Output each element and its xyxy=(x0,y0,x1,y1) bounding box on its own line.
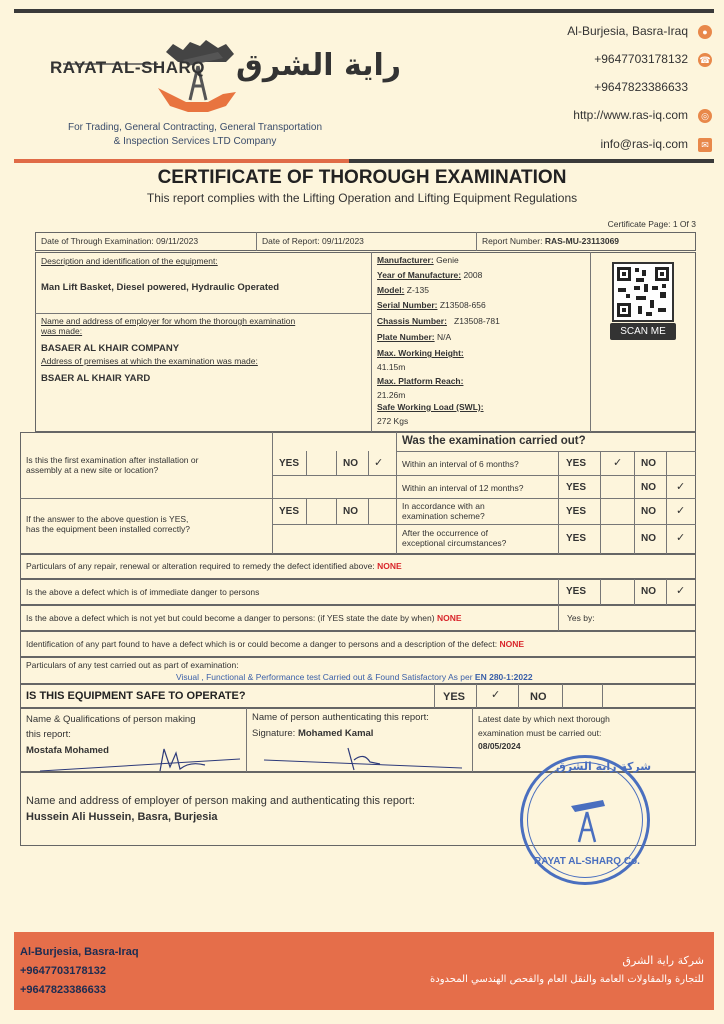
maker-signature xyxy=(30,745,250,775)
scheme-no-check: ✓ xyxy=(676,505,686,517)
after-yes[interactable]: YES xyxy=(566,533,587,544)
q-installed-correctly: If the answer to the above question is YES, has the equipment been installed correctly? xyxy=(26,514,190,534)
location-pin-icon: ● xyxy=(698,25,712,39)
equipment-block xyxy=(35,252,696,432)
int12-yes[interactable]: YES xyxy=(566,482,587,493)
safe-working-load: Safe Working Load (SWL): 272 Kgs xyxy=(377,402,484,426)
employer-of-person-label: Name and address of employer of person making and authenticating this report: xyxy=(26,795,415,807)
exceptional-circumstances: After the occurrence of exceptional circumstances? xyxy=(402,528,507,548)
report-date: Date of Report: 09/11/2023 xyxy=(262,236,364,246)
safe-no[interactable]: NO xyxy=(530,691,547,703)
contact-phone-2: +9647823386633 xyxy=(594,80,688,94)
phone-icon: ☎ xyxy=(699,55,711,65)
contact-phone-1: +9647703178132 xyxy=(594,52,688,66)
stamp-derrick-icon xyxy=(563,796,613,846)
chassis-number: Chassis Number: Z13508-781 xyxy=(377,316,500,326)
premises-label: Address of premises at which the examination was made: xyxy=(41,356,258,366)
company-tagline: For Trading, General Contracting, General Transportation & Inspection Services LTD Company xyxy=(67,122,323,147)
immediate-no[interactable]: NO xyxy=(641,586,656,597)
employer-label: Name and address of employer for whom the thorough examination was made: xyxy=(41,316,296,336)
header-separator-dark xyxy=(349,159,714,163)
max-platform-reach: Max. Platform Reach: 21.26m xyxy=(377,376,464,400)
employer-value: BASAER AL KHAIR COMPANY xyxy=(41,343,180,354)
safe-to-operate-label: IS THIS EQUIPMENT SAFE TO OPERATE? xyxy=(26,690,246,702)
year-of-manufacture: Year of Manufacture: 2008 xyxy=(377,270,483,280)
max-working-height: Max. Working Height: 41.15m xyxy=(377,348,464,372)
int6-yes[interactable]: YES xyxy=(566,458,587,469)
logo-text-ar: راية الشرق xyxy=(236,48,402,83)
q-first-examination: Is this the first examination after installation or assembly at a new site or location? xyxy=(26,455,199,475)
carried-out-heading: Was the examination carried out? xyxy=(402,435,586,447)
report-maker-name: Mostafa Mohamed xyxy=(26,745,109,756)
header-separator-orange xyxy=(14,159,349,163)
scan-me-label: SCAN ME xyxy=(610,323,676,340)
int12-no-check: ✓ xyxy=(676,481,686,493)
interval-6-months: Within an interval of 6 months? xyxy=(402,459,519,469)
immediate-no-check: ✓ xyxy=(676,585,686,597)
immediate-danger-label: Is the above a defect which is of immediate danger to persons xyxy=(26,587,260,597)
stamp-text-ar: شركة راية الشرق xyxy=(556,760,652,773)
authenticator-signature xyxy=(262,742,472,772)
q1-no-check: ✓ xyxy=(374,457,384,469)
email-icon: ✉ xyxy=(698,138,712,152)
repair-text: Particulars of any repair, renewal or alteration required to remedy the defect identified above: NONE xyxy=(26,561,402,571)
test-label: Particulars of any test carried out as part of examination: xyxy=(26,660,239,670)
int6-no[interactable]: NO xyxy=(641,458,656,469)
after-no-check: ✓ xyxy=(676,532,686,544)
int12-no[interactable]: NO xyxy=(641,482,656,493)
immediate-yes[interactable]: YES xyxy=(566,586,587,597)
report-number: Report Number: RAS-MU-23113069 xyxy=(482,236,620,246)
plate-number: Plate Number: N/A xyxy=(377,332,452,342)
contact-email[interactable]: info@ras-iq.com xyxy=(600,137,688,151)
q2-no[interactable]: NO xyxy=(343,506,358,517)
interval-12-months: Within an interval of 12 months? xyxy=(402,483,524,493)
authenticator-label: Name of person authenticating this report: xyxy=(252,712,429,723)
safe-yes-check: ✓ xyxy=(491,689,501,701)
next-exam-label: Latest date by which next thorough examination must be carried out: xyxy=(478,714,610,738)
footer-phone-1: +9647703178132 xyxy=(20,965,106,977)
globe-icon: ◎ xyxy=(698,109,712,123)
logo-gear-bottom xyxy=(158,88,236,112)
premises-value: BSAER AL KHAIR YARD xyxy=(41,373,151,384)
scheme-yes[interactable]: YES xyxy=(566,506,587,517)
manufacturer: Manufacturer: Genie xyxy=(377,255,459,265)
scheme-no[interactable]: NO xyxy=(641,506,656,517)
footer-company-ar: شركة راية الشرق xyxy=(622,954,704,967)
contact-website[interactable]: http://www.ras-iq.com xyxy=(573,108,688,122)
exam-date: Date of Through Examination: 09/11/2023 xyxy=(41,236,199,246)
yes-by-label: Yes by: xyxy=(567,613,595,623)
employer-of-person-value: Hussein Ali Hussein, Basra, Burjesia xyxy=(26,811,218,823)
serial-number: Serial Number: Z13508-656 xyxy=(377,300,486,310)
next-exam-date: 08/05/2024 xyxy=(478,741,521,751)
certificate-title: CERTIFICATE OF THOROUGH EXAMINATION xyxy=(157,167,567,188)
equipment-desc-label: Description and identification of the equipment: xyxy=(41,256,218,266)
identification-text: Identification of any part found to have a defect which is or could become a danger to persons and a description of the defect: NONE xyxy=(26,639,525,649)
logo-text-en: RAYAT AL-SHARQ xyxy=(50,58,205,77)
qr-code[interactable] xyxy=(612,262,674,322)
certificate-subtitle: This report complies with the Lifting Operation and Lifting Equipment Regulations xyxy=(146,191,578,205)
report-maker-label: Name & Qualifications of person making this report: xyxy=(26,714,196,740)
authenticator-signature-line: Signature: Mohamed Kamal xyxy=(252,728,374,739)
certificate-page-number: Certificate Page: 1 Of 3 xyxy=(607,219,696,229)
test-value: Visual , Functional & Performance test Carried out & Found Satisfactory As per EN 280-1:2022 xyxy=(176,672,533,682)
q2-yes[interactable]: YES xyxy=(279,506,300,517)
footer-band xyxy=(14,932,714,1010)
examination-scheme: In accordance with an examination scheme? xyxy=(402,501,485,521)
safe-yes[interactable]: YES xyxy=(443,691,466,703)
q1-yes[interactable]: YES xyxy=(279,458,300,469)
footer-address: Al-Burjesia, Basra-Iraq xyxy=(20,946,139,958)
after-no[interactable]: NO xyxy=(641,533,656,544)
model: Model: Z-135 xyxy=(377,285,429,295)
footer-company-ar-desc: للتجارة والمقاولات العامة والنقل العام والفحص الهندسي المحدودة xyxy=(430,974,704,985)
q1-no[interactable]: NO xyxy=(343,458,358,469)
footer-phone-2: +9647823386633 xyxy=(20,984,106,996)
top-rule xyxy=(14,9,714,13)
stamp-text-en: RAYAT AL-SHARQ Co. xyxy=(534,856,640,867)
int6-yes-check: ✓ xyxy=(613,457,623,469)
future-danger-label: Is the above a defect which is not yet but could become a danger to persons: (if YES state the date by when) NONE xyxy=(26,613,462,623)
contact-address: Al-Burjesia, Basra-Iraq xyxy=(567,24,688,38)
equipment-desc-value: Man Lift Basket, Diesel powered, Hydraulic Operated xyxy=(41,282,280,293)
